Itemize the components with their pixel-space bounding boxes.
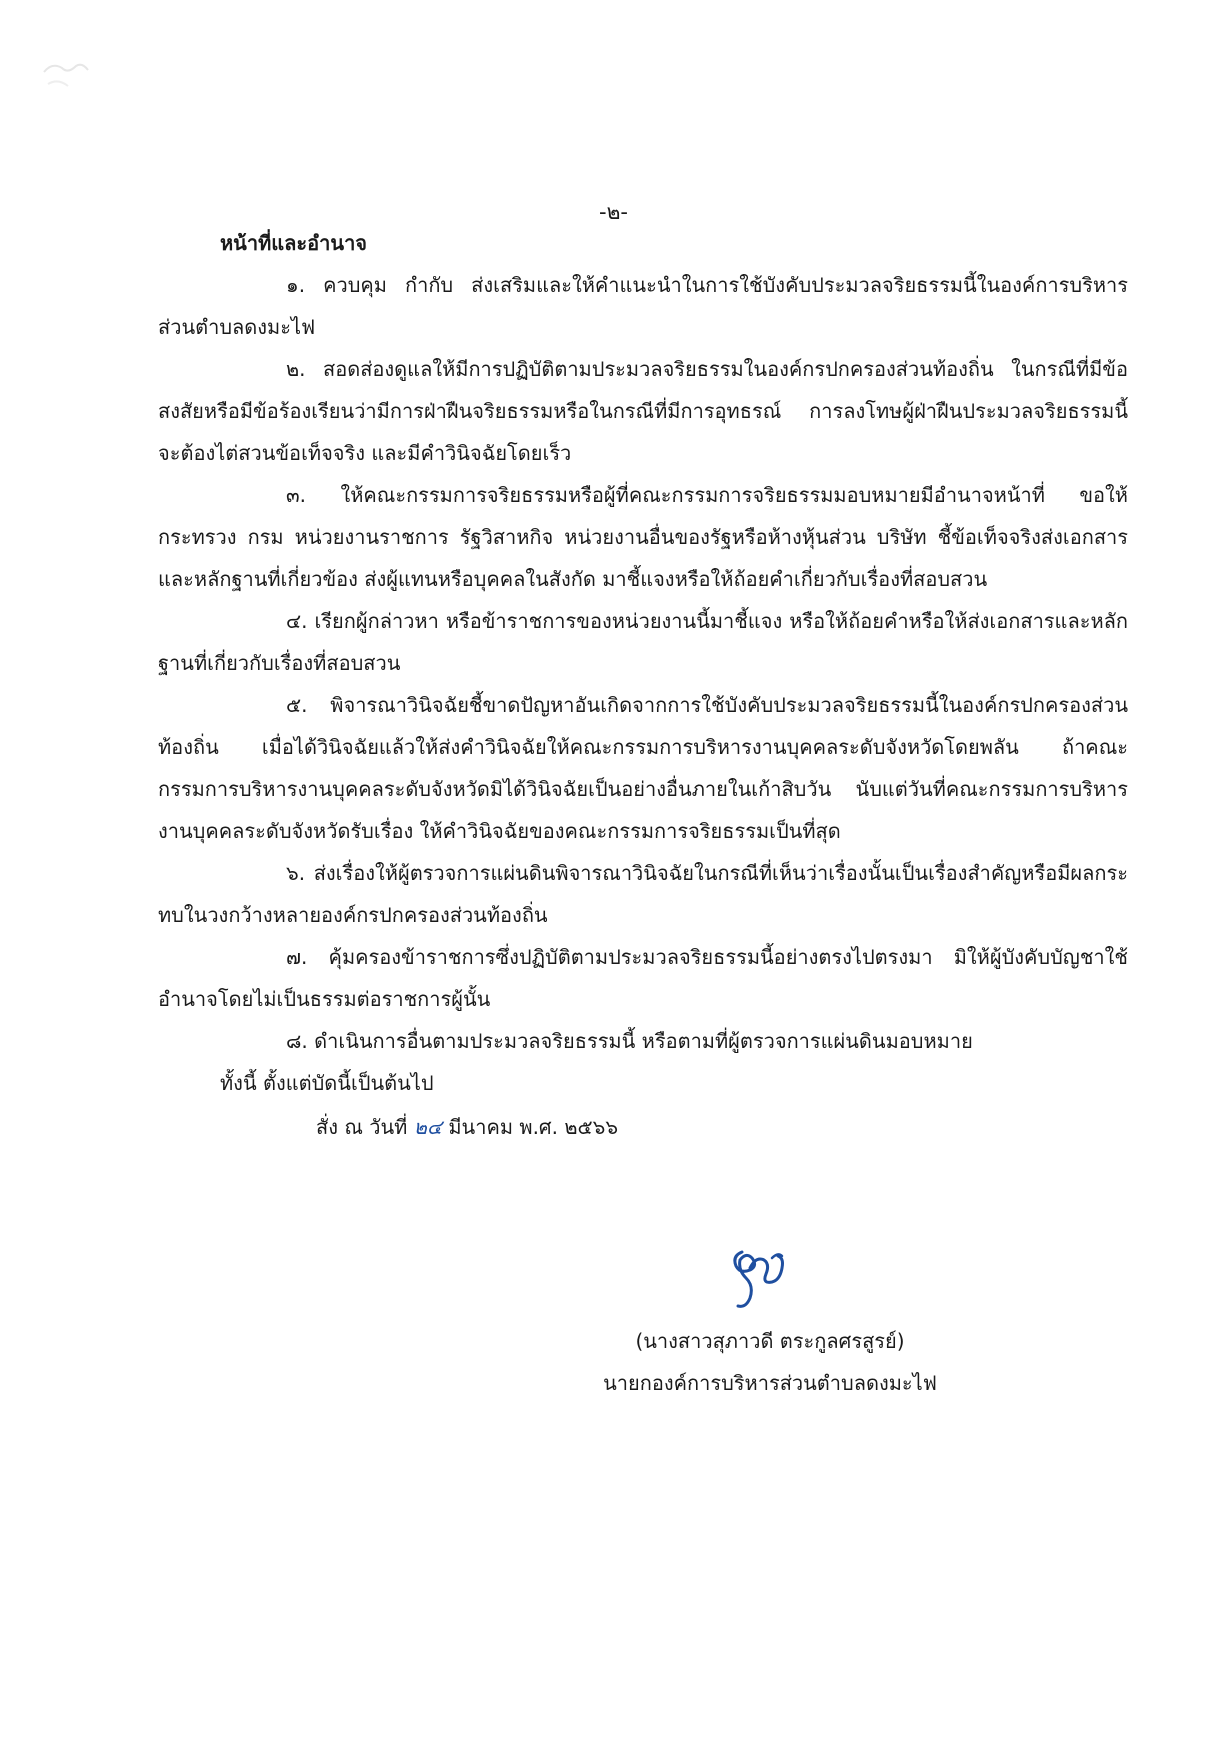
date-day-handwritten: ๒๔ bbox=[413, 1115, 443, 1139]
document-body bbox=[158, 222, 1128, 1148]
order-date bbox=[316, 1106, 1128, 1148]
signatory-name: (นางสาวสุภาวดี ตระกูลศรสูรย์) bbox=[635, 1329, 905, 1353]
signatory-position: นายกองค์การบริหารส่วนตำบลดงมะไฟ bbox=[603, 1371, 937, 1395]
duty-item-2: ๒. สอดส่องดูแลให้มีการปฏิบัติตามประมวลจริยธรรมในองค์กรปกครองส่วนท้องถิ่น ในกรณีที่มีข้อสงสัยหรือมีข้อร้องเรียนว่ามีการฝ่าฝืนจริยธรรมหรือในกรณีที่มีการอุทธรณ์ การลงโทษผู้ฝ่าฝืนประมวลจริยธรรมนี้ จะต้องไต่สวนข้อเท็จจริง และมีคำวินิจฉัยโดยเร็ว bbox=[158, 357, 1128, 465]
signature-block bbox=[560, 1320, 980, 1404]
duty-item-5: ๕. พิจารณาวินิจฉัยชี้ขาดปัญหาอันเกิดจากการใช้บังคับประมวลจริยธรรมนี้ในองค์กรปกครองส่วนท้องถิ่น เมื่อได้วินิจฉัยแล้วให้ส่งคำวินิจฉัยให้คณะกรรมการบริหารงานบุคคลระดับจังหวัดโดยพลัน ถ้าคณะกรรมการบริหารงานบุคคลระดับจังหวัดมิได้วินิจฉัยเป็นอย่างอื่นภายในเก้าสิบวัน นับแต่วันที่คณะกรรมการบริหารงานบุคคลระดับจังหวัดรับเรื่อง ให้คำวินิจฉัยของคณะกรรมการจริยธรรมเป็นที่สุด bbox=[158, 693, 1128, 843]
duty-item-3: ๓. ให้คณะกรรมการจริยธรรมหรือผู้ที่คณะกรรมการจริยธรรมมอบหมายมีอำนาจหน้าที่ ขอให้กระทรวง กรม หน่วยงานราชการ รัฐวิสาหกิจ หน่วยงานอื่นของรัฐหรือห้างหุ้นส่วน บริษัท ชี้ข้อเท็จจริงส่งเอกสารและหลักฐานที่เกี่ยวข้อง ส่งผู้แทนหรือบุคคลในสังกัด มาชี้แจงหรือให้ถ้อยคำเกี่ยวกับเรื่องที่สอบสวน bbox=[158, 483, 1128, 591]
duty-item-4: ๔. เรียกผู้กล่าวหา หรือข้าราชการของหน่วยงานนี้มาชี้แจง หรือให้ถ้อยคำหรือให้ส่งเอกสารและหลักฐานที่เกี่ยวกับเรื่องที่สอบสวน bbox=[158, 609, 1128, 675]
effective-clause: ทั้งนี้ ตั้งแต่บัดนี้เป็นต้นไป bbox=[220, 1071, 434, 1095]
section-heading: หน้าที่และอำนาจ bbox=[220, 231, 368, 255]
duty-item-8: ๘. ดำเนินการอื่นตามประมวลจริยธรรมนี้ หรือตามที่ผู้ตรวจการแผ่นดินมอบหมาย bbox=[286, 1029, 973, 1053]
duty-item-7: ๗. คุ้มครองข้าราชการซึ่งปฏิบัติตามประมวลจริยธรรมนี้อย่างตรงไปตรงมา มิให้ผู้บังคับบัญชาใช้อำนาจโดยไม่เป็นธรรมต่อราชการผู้นั้น bbox=[158, 945, 1128, 1011]
date-prefix: สั่ง ณ วันที่ bbox=[316, 1115, 408, 1139]
paper-speck-mark bbox=[34, 42, 104, 102]
duty-item-1: ๑. ควบคุม กำกับ ส่งเสริมและให้คำแนะนำในการใช้บังคับประมวลจริยธรรมนี้ในองค์การบริหารส่วนตำบลดงมะไฟ bbox=[158, 273, 1128, 339]
page-number: -๒- bbox=[599, 200, 628, 224]
date-month-year: มีนาคม พ.ศ. ๒๕๖๖ bbox=[448, 1115, 619, 1139]
handwritten-signature bbox=[720, 1238, 790, 1328]
duty-item-6: ๖. ส่งเรื่องให้ผู้ตรวจการแผ่นดินพิจารณาวินิจฉัยในกรณีที่เห็นว่าเรื่องนั้นเป็นเรื่องสำคัญหรือมีผลกระทบในวงกว้างหลายองค์กรปกครองส่วนท้องถิ่น bbox=[158, 861, 1128, 927]
